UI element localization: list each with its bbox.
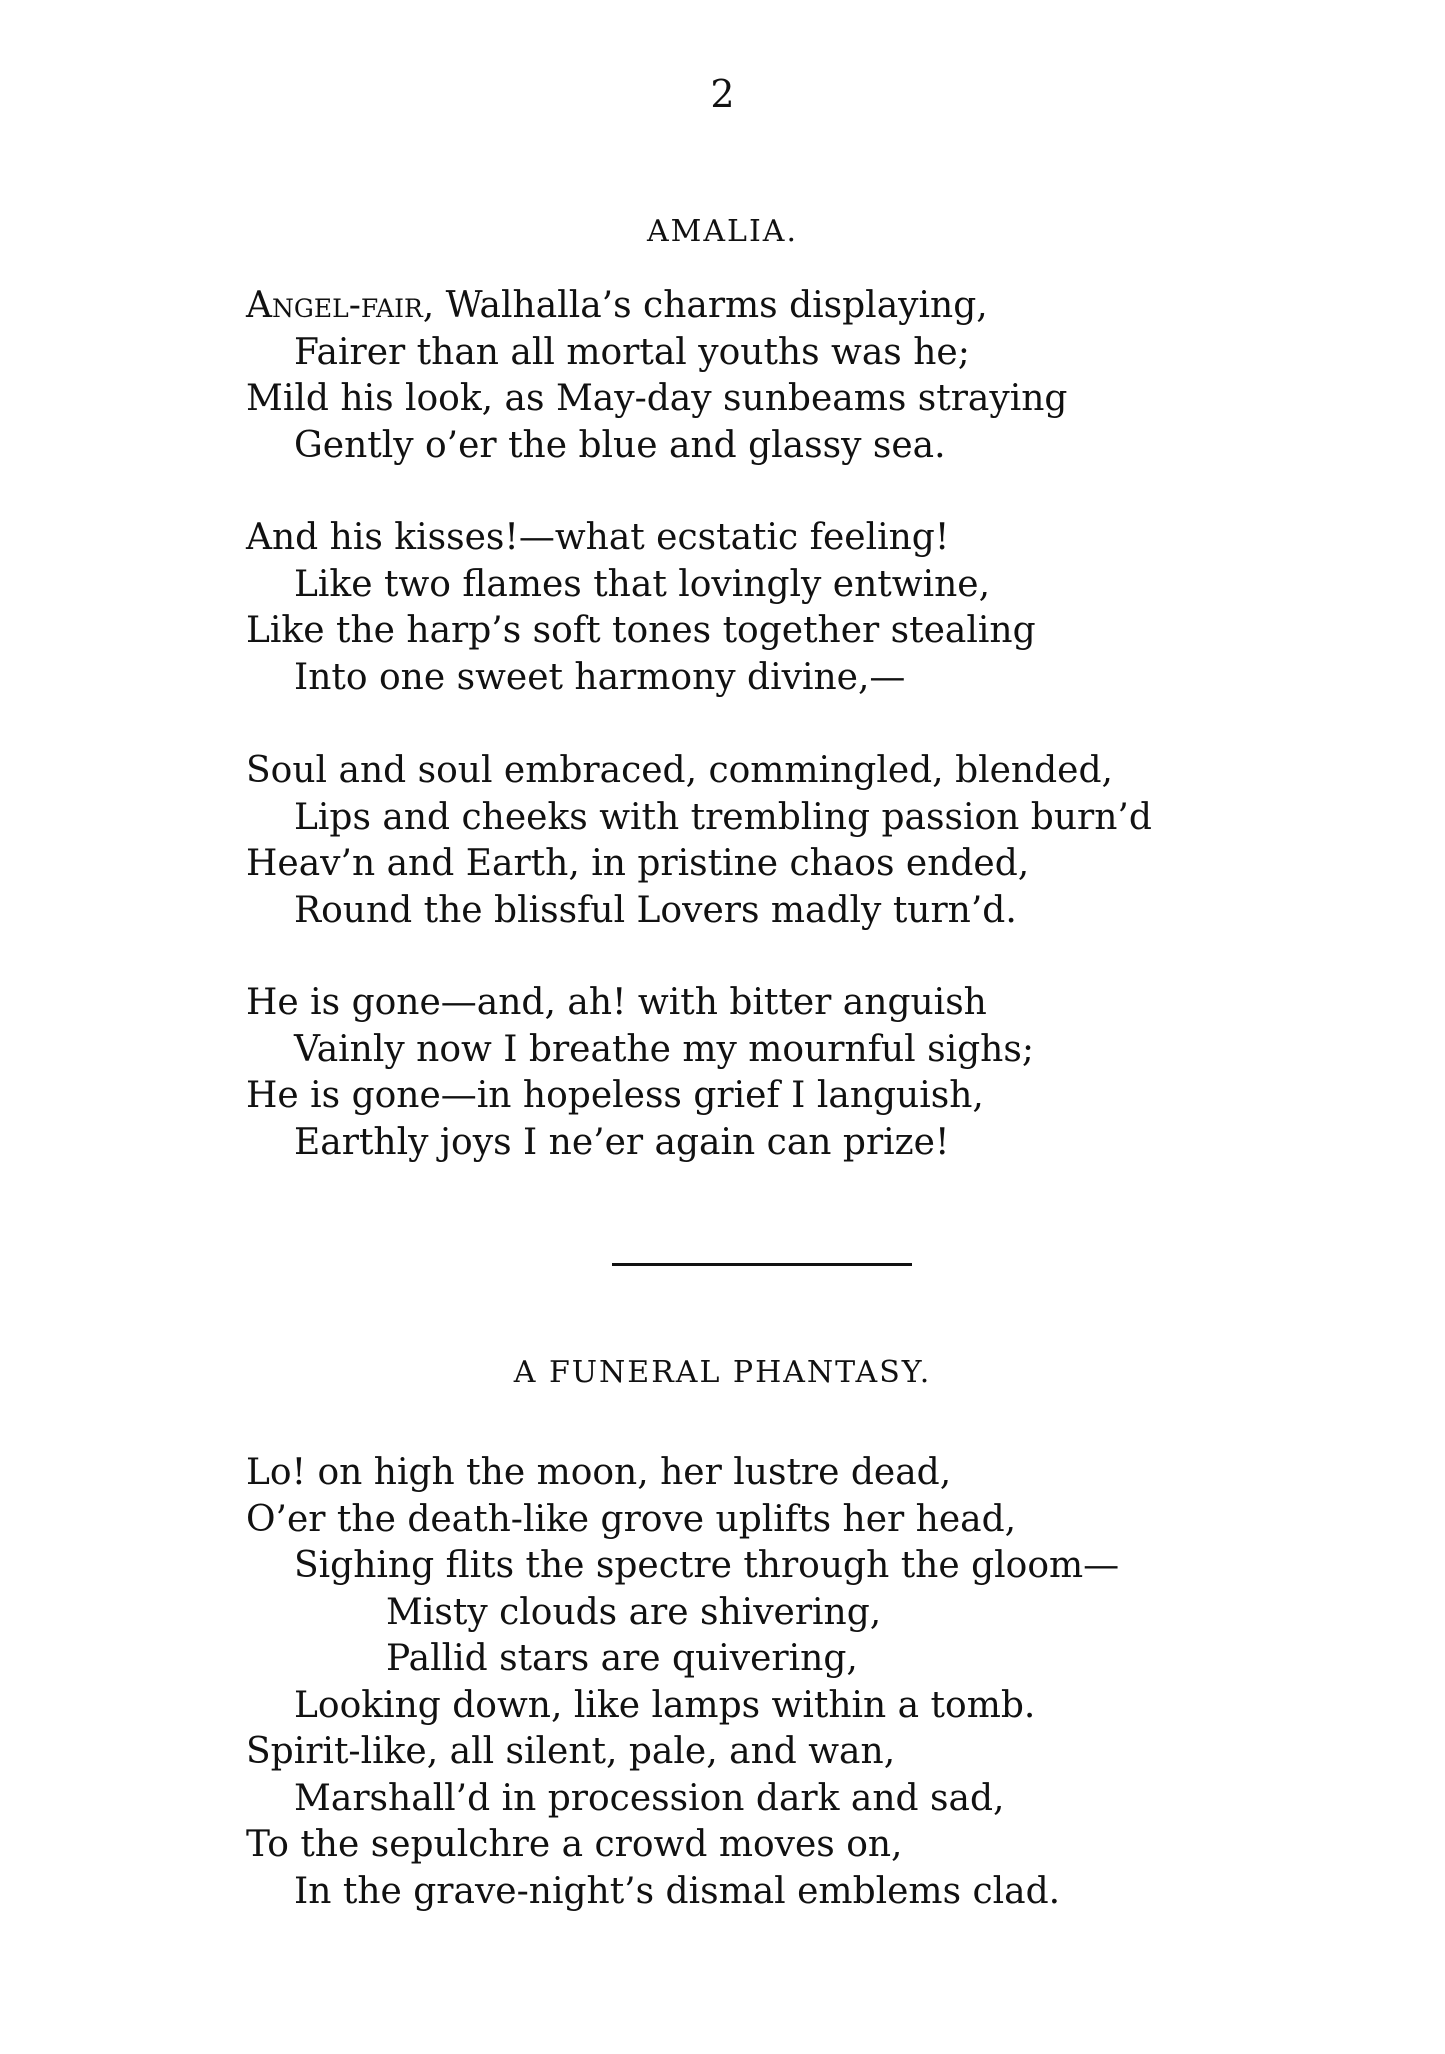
poem-line: Like the harp’s soft tones together stealing (246, 610, 1036, 651)
section-divider-rule (612, 1263, 912, 1266)
poem-line: Earthly joys I ne’er again can prize! (294, 1121, 950, 1163)
poem-line: Heav’n and Earth, in pristine chaos ended, (246, 843, 1030, 884)
funeral-phantasy-stanza (246, 1450, 1246, 1915)
poem-line: Misty clouds are shivering, (386, 1591, 882, 1633)
page-number: 2 (710, 72, 735, 116)
stanza-1 (246, 283, 1246, 469)
stanza-4 (246, 980, 1246, 1166)
poem-line: He is gone—in hopeless grief I languish, (246, 1075, 984, 1116)
poem-line: Into one sweet harmony divine,— (294, 656, 906, 698)
poem-line: Marshall’d in procession dark and sad, (294, 1777, 1005, 1819)
poem-line: Angel-fair, Walhalla’s charms displaying, (246, 285, 988, 326)
poem-line: Looking down, like lamps within a tomb. (294, 1684, 1036, 1726)
poem-title-funeral-phantasy: A FUNERAL PHANTASY. (513, 1355, 932, 1390)
poem-line: In the grave-night’s dismal emblems clad. (294, 1870, 1061, 1912)
poem-line: Lips and cheeks with trembling passion burn’d (294, 796, 1152, 838)
poem-line: He is gone—and, ah! with bitter anguish (246, 982, 987, 1023)
poem-line: Gently o’er the blue and glassy sea. (294, 424, 946, 466)
small-caps-lead: Angel-fair, (246, 285, 435, 326)
poem-line: And his kisses!—what ecstatic feeling! (246, 517, 950, 558)
poem-line: Pallid stars are quivering, (386, 1638, 858, 1679)
poem-line: Spirit-like, all silent, pale, and wan, (246, 1731, 896, 1772)
poem-line: Soul and soul embraced, commingled, blended, (246, 750, 1113, 791)
poem-line: Lo! on high the moon, her lustre dead, (246, 1452, 952, 1493)
stanza-3 (246, 748, 1246, 934)
poem-title-amalia: AMALIA. (646, 214, 799, 249)
poem-line: Vainly now I breathe my mournful sighs; (294, 1028, 1034, 1070)
poem-line: To the sepulchre a crowd moves on, (246, 1824, 903, 1865)
poem-line: Fairer than all mortal youths was he; (294, 331, 970, 373)
poem-line: O’er the death-like grove uplifts her head, (246, 1498, 1017, 1540)
stanza-2 (246, 515, 1246, 701)
poem-line: Like two flames that lovingly entwine, (294, 563, 991, 605)
poem-line: Round the blissful Lovers madly turn’d. (294, 889, 1017, 931)
poem-line: Mild his look, as May-day sunbeams straying (246, 378, 1068, 419)
poem-line: Sighing flits the spectre through the gloom— (294, 1545, 1120, 1586)
